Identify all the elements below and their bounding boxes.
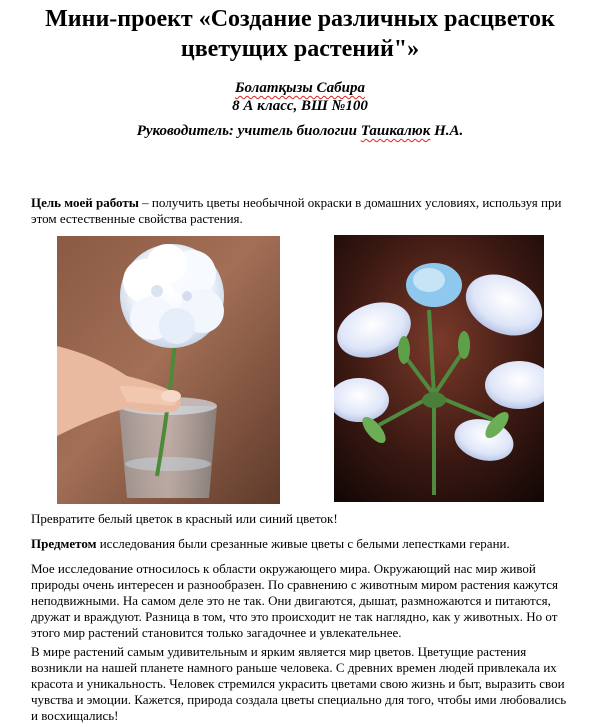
subject-text: исследования были срезанные живые цветы с белыми лепестками герани.: [96, 536, 510, 551]
author-name: Болатқызы Сабира: [235, 80, 365, 96]
supervisor-initials: Н.А.: [430, 123, 464, 139]
plant-world-paragraph: В мире растений самым удивительным и ярким является мир цветов. Цветущие растения возникли на нашей планете намного раньше человека. С древних времен людей привлекала их красота и уникальность. Человек стремился украсить цветами свою жизнь и быт, выразить свои чувства и эмоции. Кажется, природа создала цветы специально для того, чтобы ими любовались и восхищались!: [31, 644, 567, 723]
author-name-line: [0, 79, 600, 97]
supervisor-line: [0, 122, 600, 140]
goal-paragraph: [31, 195, 571, 227]
subject-label: Предметом: [31, 536, 97, 551]
white-geranium-in-hand-photo: [57, 236, 280, 504]
blue-tinted-geranium-closeup-photo: [334, 235, 544, 502]
goal-label: Цель моей работы: [31, 195, 139, 210]
goal-text: – получить цветы необычной окраски в домашних условиях, используя при этом естественные свойства растения.: [31, 195, 562, 226]
supervisor-name: Ташкалюк: [360, 123, 431, 139]
caption-line: Превратите белый цветок в красный или синий цветок!: [31, 511, 338, 526]
page-title-line-1: Мини-проект «Создание различных расцветок: [45, 6, 555, 32]
subject-paragraph: [31, 536, 571, 552]
author-class: 8 А класс, ВШ №100: [232, 98, 368, 114]
supervisor-prefix: Руководитель: учитель биологии: [136, 123, 361, 139]
page-title: [0, 4, 600, 64]
research-paragraph: Мое исследование относилось к области окружающего мира. Окружающий нас мир живой природы очень интересен и разнообразен. По сравнению с животным миром растения кажутся неподвижными. На самом деле это не так. Они двигаются, дышат, размножаются и питаются, дружат и враждуют. Разница в том, что это происходит не так наглядно, как у животных. Но от этого мир растений становится только загадочнее и увлекательнее.: [31, 561, 559, 640]
page-title-line-2: цветущих растений"»: [180, 36, 420, 62]
